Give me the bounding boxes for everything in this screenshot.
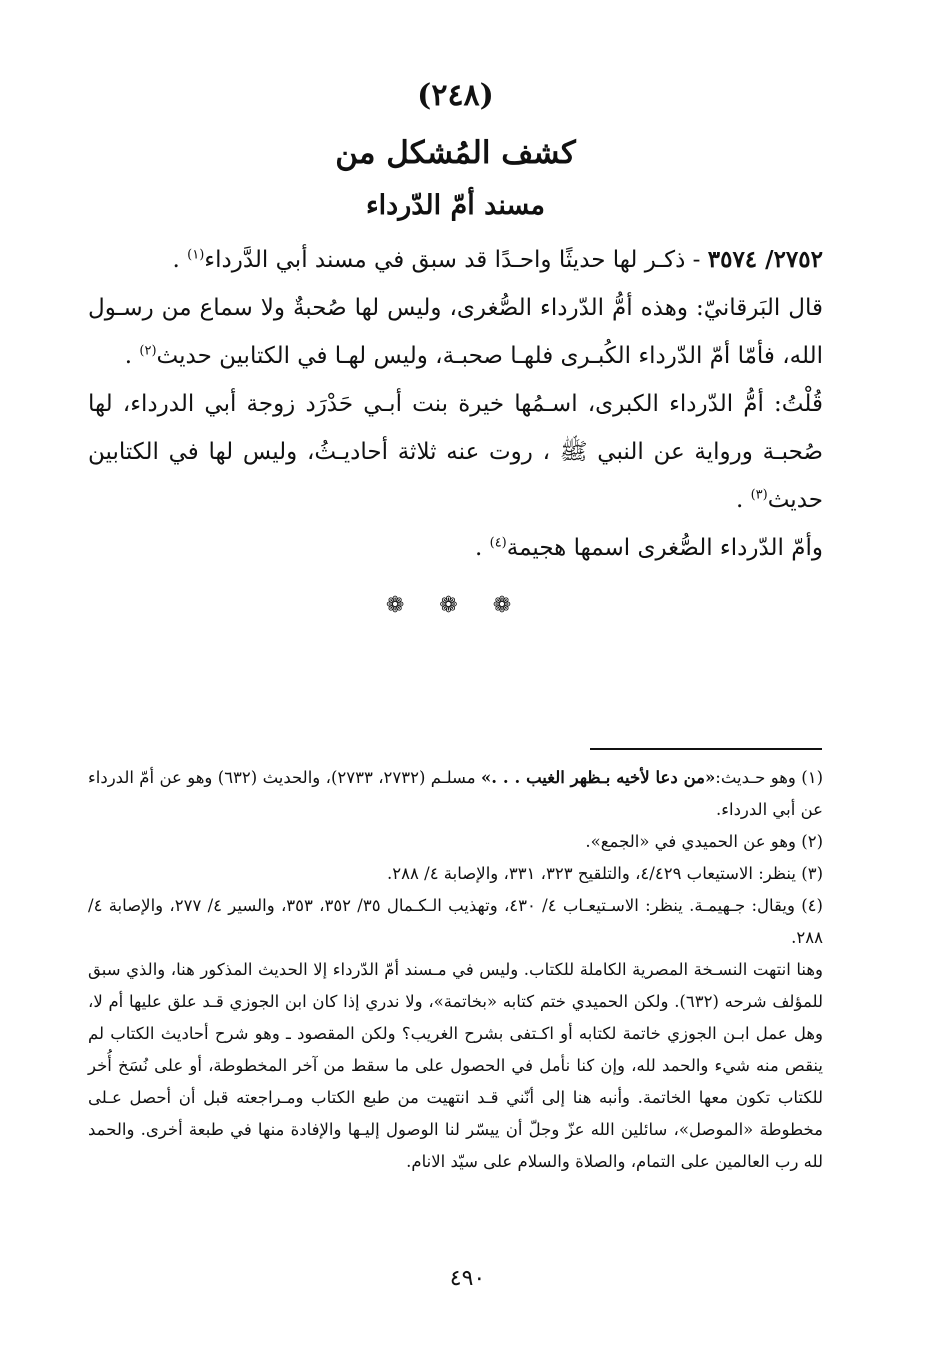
footnote-ref-3: (٣) (750, 487, 768, 503)
footnote-4: (٤) ويقال: جـهيمـة. ينظر: الاسـتيعـاب ٤/ ٤٣٠، وتهذيب الـكـمال ٣٥/ ٣٥٢، ٣٥٣، والسير ٤/ ٢٧٧، والإصابة ٤/ ٢٨٨. (88, 896, 823, 947)
closing-note: وهنا انتهت النسـخة المصرية الكاملة للكتاب. وليس في مـسند أمّ الدّرداء إلا الحديث المذكور هنا، والذي سبق للمؤلف شرحه (٦٣٢). ولكن الحميدي ختم كتابه «بخاتمة»، ولا ندري إذا كان ابن الجوزي قـد علق عليها أم لا، وهل عمل ابـن الجوزي خاتمة لكتابه أو اكـتفى بشرح الغريب؟ ولكن المقصود ـ وهو شرح أحاديث الكتاب لم ينقص منه شيء والحمد لله، وإن كنا نأمل في الحصول على ما سقط من آخر المخطوطة، أو على نُسَخ أُخر للكتاب تكون معها الخاتمة. وأنبه هنا إلى أنّني قـد انتهيت من طبع الكتاب ومـراجعته قبل أن أحصل عـلى مخطوطة «الموصل»، سائلين الله عزّ وجلّ أن ييسّر لنا الوصول إليـها والإفادة منها في طبعة أخرى. والحمد لله رب العالمين على التمام، والصلاة والسلام على سيّد الانام. (88, 960, 823, 1171)
footnote-1 (88, 762, 823, 826)
footnote-2: (٢) وهو عن الحميدي في «الجمع». (585, 832, 823, 851)
paragraph-1 (88, 284, 823, 380)
footnotes (88, 762, 823, 1178)
hadith-number: ٢٧٥٢/ ٣٥٧٤ (707, 246, 823, 273)
footnote-1-text-a: وهو حـديث: (715, 768, 802, 787)
paragraph-3 (88, 524, 823, 572)
footnote-1-quote: «من دعا لأخيه بـظهر الغيب . . .» (480, 768, 716, 787)
chapter-title: كشف المُشكل من (335, 135, 576, 171)
paragraph-1-end: . (124, 343, 140, 369)
main-text (88, 236, 823, 572)
paragraph-2 (88, 380, 823, 524)
page-number: ٤٩٠ (449, 1266, 486, 1291)
footnote-ref-2: (٢) (139, 343, 157, 359)
page-body (88, 60, 823, 626)
paragraph-1-text: قال البَرقانيّ: وهذه أمُّ الدّرداء الصُّغرى، وليس لها صُحبةٌ ولا سماع من رسـول الله، فأمّا أمّ الدّرداء الكُبـرى فلهـا صحبـة، وليس لهـا في الكتابين حديث (88, 295, 823, 369)
hadith-text: - ذكـر لها حديثًا واحـدًا قد سبق في مسند أبي الدَّرداء (204, 247, 708, 273)
hadith-paragraph (88, 236, 823, 284)
paragraph-2-end: . (735, 487, 751, 513)
footnote-ref-1: (١) (187, 247, 205, 263)
paragraph-3-end: . (474, 535, 490, 561)
footnote-3: (٣) ينظر: الاستيعاب ٤/٤٢٩، والتلقيح ٣٢٣، ٣٣١، والإصابة ٤/ ٢٨٨. (387, 864, 823, 883)
footnote-ref-4: (٤) (489, 535, 507, 551)
chapter-number: (٢٤٨) (417, 78, 494, 113)
paragraph-2-text: قُلْتُ: أمُّ الدّرداء الكبرى، اسـمُها خيرة بنت أبـي حَدْرَد زوجة أبي الدرداء، لها صُحبـة ورواية عن النبي ﷺ ، روت عنه ثلاثة أحاديـثُ، وليس لها في الكتابين حديث (88, 391, 823, 513)
section-separator: ❁ ❁ ❁ (385, 593, 526, 618)
footnote-1-text-b: مسلـم (٢٧٣٢، ٢٧٣٣)، والحديث (٦٣٢) وهو عن أمّ الدرداء عن أبي الدرداء. (88, 768, 823, 819)
hadith-end: . (172, 247, 188, 273)
footnote-1-number: (١) (801, 768, 823, 787)
footnote-divider (590, 748, 822, 750)
chapter-subtitle: مسند أمّ الدّرداء (365, 190, 546, 221)
paragraph-3-text: وأمّ الدّرداء الصُّغرى اسمها هجيمة (506, 535, 823, 561)
